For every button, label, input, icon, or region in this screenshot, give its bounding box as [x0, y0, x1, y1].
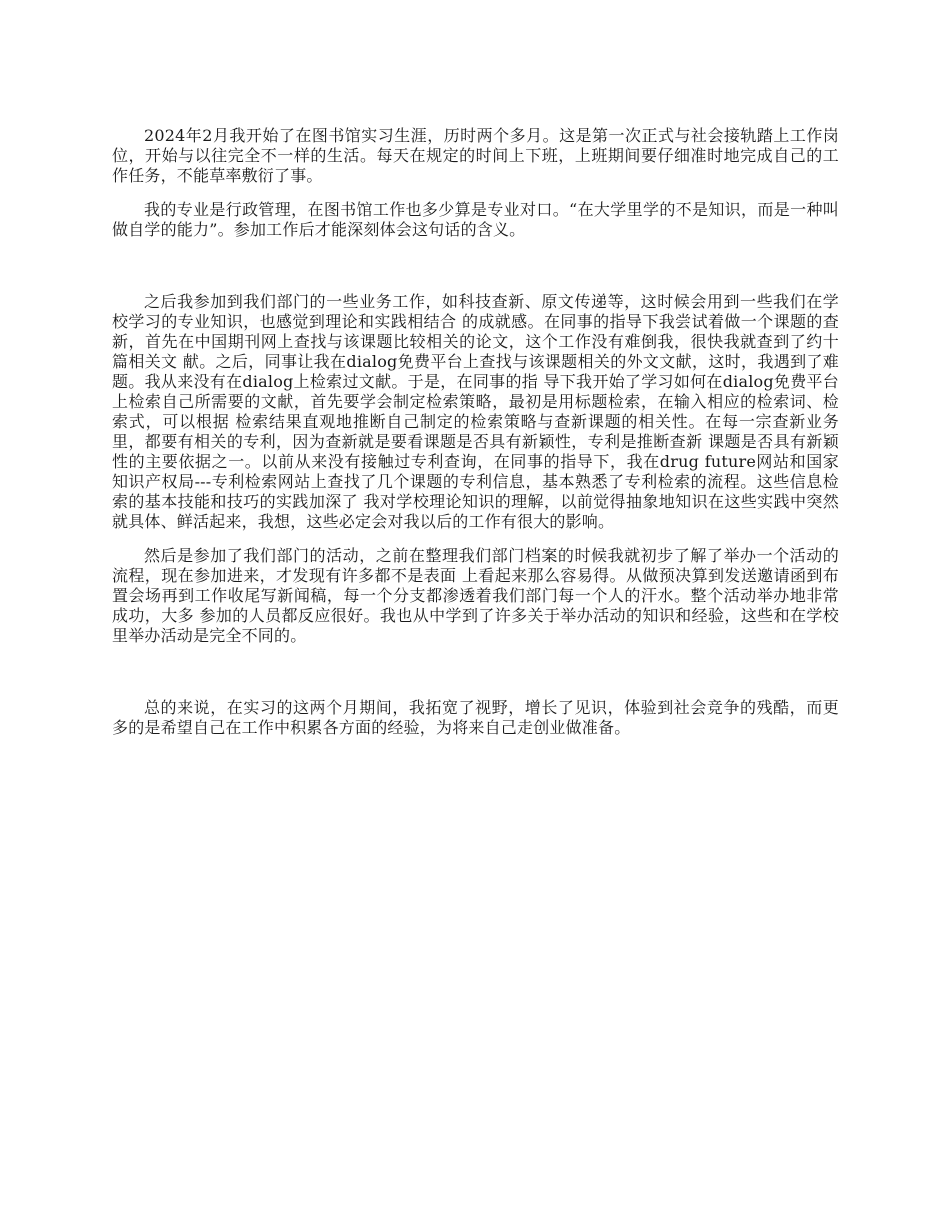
- paragraph-gap: [112, 532, 839, 546]
- paragraph-major: 我的专业是行政管理，在图书馆工作也多少算是专业对口。“在大学里学的不是知识，而是一种叫做自学的能力”。参加工作后才能深刻体会这句话的含义。: [112, 200, 839, 239]
- paragraph-gap: [112, 240, 839, 292]
- paragraph-summary: 总的来说，在实习的这两个月期间，我拓宽了视野，增长了见识，体验到社会竞争的残酷，而更多的是希望自己在工作中积累各方面的经验，为将来自己走创业做准备。: [112, 698, 839, 737]
- document-page: [112, 126, 839, 738]
- paragraph-gap: [112, 186, 839, 200]
- paragraph-department-activity: 然后是参加了我们部门的活动，之前在整理我们部门档案的时候我就初步了解了举办一个活动的流程，现在参加进来，才发现有许多都不是表面 上看起来那么容易得。从做预决算到发送邀请函到布置会场再到工作收尾写新闻稿，每一个分支都渗透着我们部门每一个人的汗水。整个活动举办地非常成功，大多 参加的人员都反应很好。我也从中学到了许多关于举办活动的知识和经验，这些和在学校里举办活动是完全不同的。: [112, 546, 839, 645]
- paragraph-gap: [112, 646, 839, 698]
- paragraph-internship-start: 2024年2月我开始了在图书馆实习生涯，历时两个多月。这是第一次正式与社会接轨踏上工作岗位，开始与以往完全不一样的生活。每天在规定的时间上下班，上班期间要仔细准时地完成自己的工作任务，不能草率敷衍了事。: [112, 126, 839, 185]
- paragraph-business-work: 之后我参加到我们部门的一些业务工作，如科技查新、原文传递等，这时候会用到一些我们在学校学习的专业知识，也感觉到理论和实践相结合 的成就感。在同事的指导下我尝试着做一个课题的查新，首先在中国期刊网上查找与该课题比较相关的论文，这个工作没有难倒我，很快我就查到了约十篇相关文 献。之后，同事让我在dialog免费平台上查找与该课题相关的外文文献，这时，我遇到了难题。我从来没有在dialog上检索过文献。于是，在同事的指 导下我开始了学习如何在dialog免费平台上检索自己所需要的文献，首先要学会制定检索策略，最初是用标题检索，在输入相应的检索词、检索式，可以根据 检索结果直观地推断自己制定的检索策略与查新课题的相关性。在每一宗查新业务里，都要有相关的专利，因为查新就是要看课题是否具有新颖性，专利是推断查新 课题是否具有新颖性的主要依据之一。以前从来没有接触过专利查询，在同事的指导下，我在drug future网站和国家知识产权局---专利检索网站上查找了几个课题的专利信息，基本熟悉了专利检索的流程。这些信息检索的基本技能和技巧的实践加深了 我对学校理论知识的理解，以前觉得抽象地知识在这些实践中突然就具体、鲜活起来，我想，这些必定会对我以后的工作有很大的影响。: [112, 292, 839, 531]
